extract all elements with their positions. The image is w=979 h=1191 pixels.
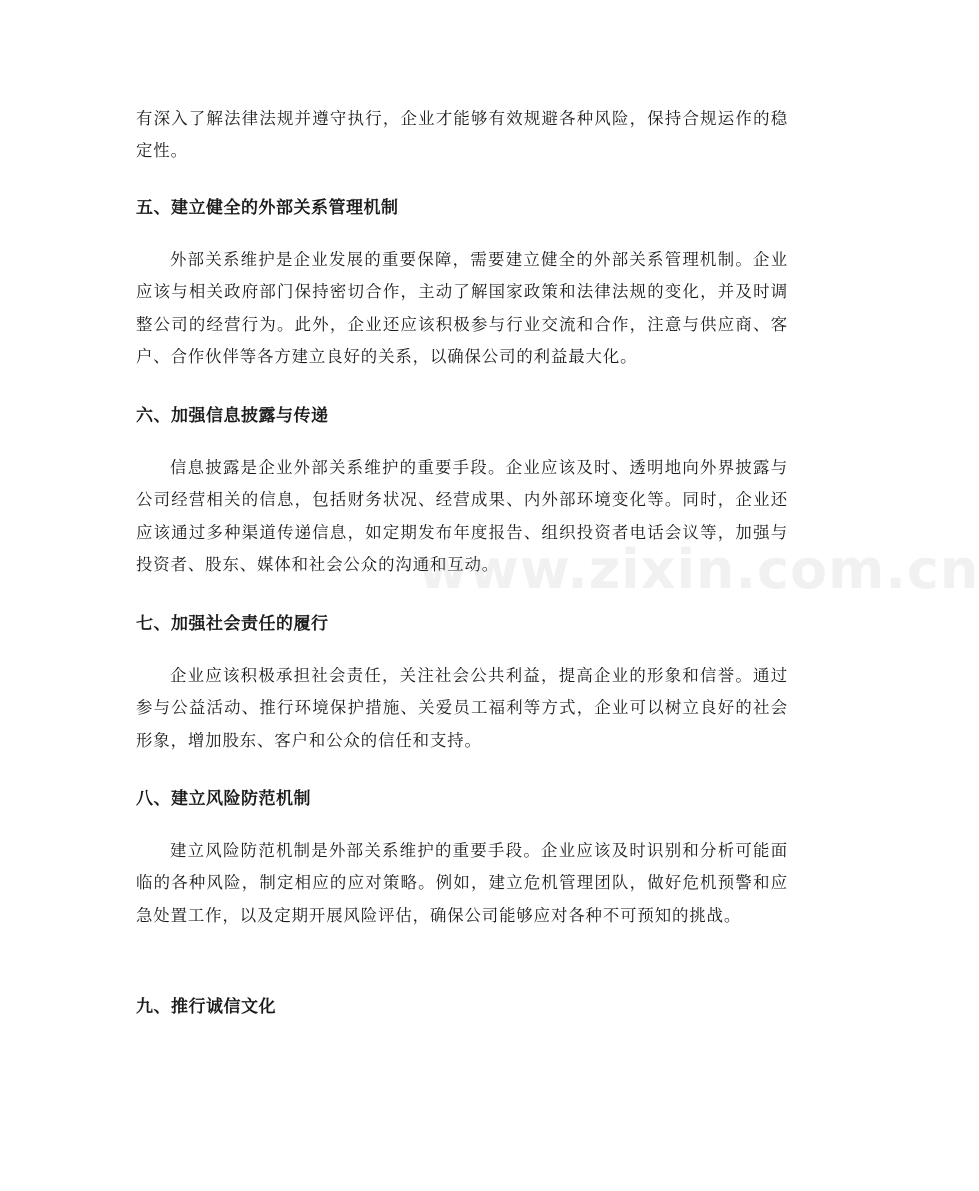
section-heading-8: 八、建立风险防范机制 bbox=[136, 789, 311, 809]
intro-paragraph: 有深入了解法律法规并遵守执行，企业才能够有效规避各种风险，保持合规运作的稳定性。 bbox=[136, 109, 788, 161]
section-body-6: 信息披露是企业外部关系维护的重要手段。企业应该及时、透明地向外界披露与公司经营相关的信息，包括财务状况、经营成果、内外部环境变化等。同时，企业还应该通过多种渠道传递信息，如定期发布年度报告、组织投资者电话会议等，加强与投资者、股东、媒体和社会公众的沟通和互动。 bbox=[136, 458, 788, 574]
section-heading-7: 七、加强社会责任的履行 bbox=[136, 614, 329, 634]
section-heading-5: 五、建立健全的外部关系管理机制 bbox=[136, 198, 399, 218]
section-body-8: 建立风险防范机制是外部关系维护的重要手段。企业应该及时识别和分析可能面临的各种风险，制定相应的应对策略。例如，建立危机管理团队，做好危机预警和应急处置工作，以及定期开展风险评估，确保公司能够应对各种不可预知的挑战。 bbox=[136, 841, 788, 925]
section-heading-6: 六、加强信息披露与传递 bbox=[136, 406, 329, 426]
section-body-7: 企业应该积极承担社会责任，关注社会公共利益，提高企业的形象和信誉。通过参与公益活动、推行环境保护措施、关爱员工福利等方式，企业可以树立良好的社会形象，增加股东、客户和公众的信任和支持。 bbox=[136, 666, 788, 750]
section-body-5: 外部关系维护是企业发展的重要保障，需要建立健全的外部关系管理机制。企业应该与相关政府部门保持密切合作，主动了解国家政策和法律法规的变化，并及时调整公司的经营行为。此外，企业还应该积极参与行业交流和合作，注意与供应商、客户、合作伙伴等各方建立良好的关系，以确保公司的利益最大化。 bbox=[136, 250, 788, 366]
watermark: www.zixin.com.cn bbox=[418, 538, 979, 601]
section-heading-9: 九、推行诚信文化 bbox=[136, 997, 276, 1017]
